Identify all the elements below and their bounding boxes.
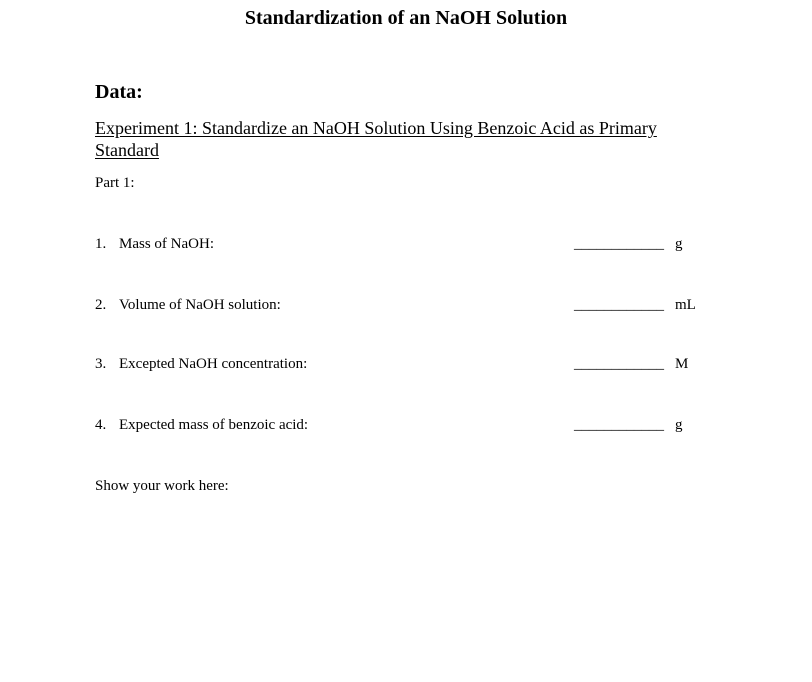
list-item-benzoic-mass: [95, 416, 715, 436]
item-number: 4.: [95, 417, 107, 433]
answer-blank[interactable]: ____________: [574, 356, 664, 372]
item-number: 3.: [95, 356, 107, 372]
answer-blank[interactable]: ____________: [574, 417, 664, 433]
unit-label: g: [675, 417, 683, 433]
page-title: Standardization of an NaOH Solution: [244, 7, 568, 29]
experiment-heading: Experiment 1: Standardize an NaOH Solution Using Benzoic Acid as Primary Standard: [95, 118, 657, 160]
item-number: 2.: [95, 297, 107, 313]
list-item-volume-naoh: [95, 296, 715, 316]
list-item-concentration: [95, 355, 715, 375]
item-number: 1.: [95, 236, 107, 252]
answer-blank[interactable]: ____________: [574, 236, 664, 252]
unit-label: mL: [675, 297, 696, 313]
answer-blank[interactable]: ____________: [574, 297, 664, 313]
show-work-prompt: Show your work here:: [95, 478, 229, 494]
unit-label: g: [675, 236, 683, 252]
item-label: Excepted NaOH concentration:: [119, 356, 308, 372]
list-item-mass-naoh: [95, 235, 715, 255]
item-label: Volume of NaOH solution:: [119, 297, 281, 313]
item-label: Expected mass of benzoic acid:: [119, 417, 309, 433]
item-label: Mass of NaOH:: [119, 236, 214, 252]
unit-label: M: [675, 356, 689, 372]
data-heading: Data:: [95, 81, 143, 103]
part-label: Part 1:: [95, 175, 135, 191]
